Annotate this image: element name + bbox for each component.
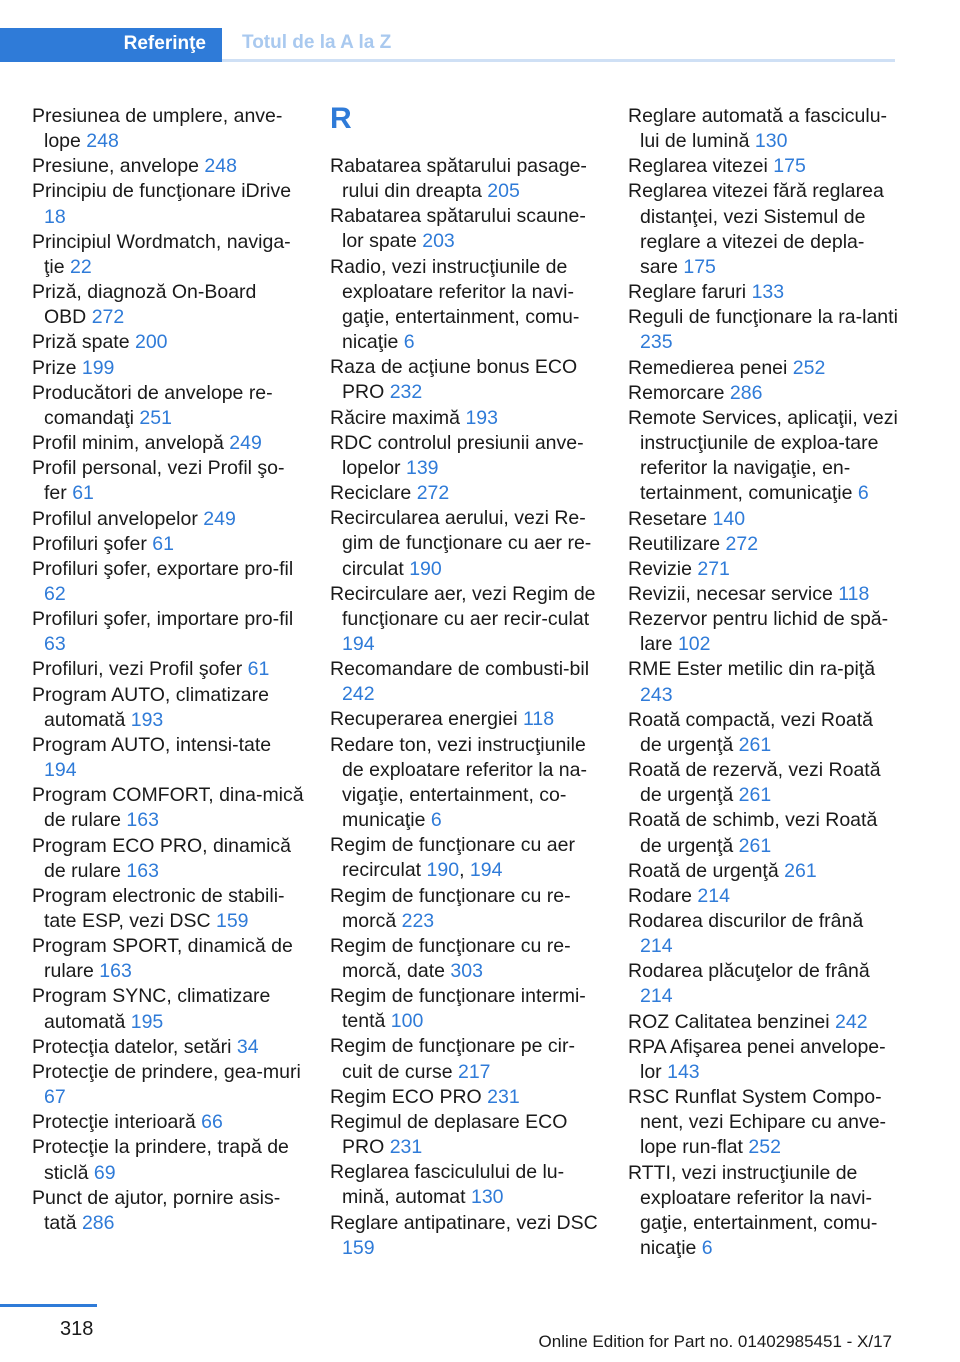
page-reference-link[interactable]: 195 xyxy=(130,1010,164,1033)
page-reference-link[interactable]: 193 xyxy=(130,708,164,731)
page-reference-link[interactable]: 252 xyxy=(792,356,826,379)
index-entry-text: Profil personal, vezi Profil şo-fer xyxy=(32,457,285,505)
index-entry xyxy=(330,984,602,1034)
page-reference-link[interactable]: 18 xyxy=(44,205,66,228)
index-entry xyxy=(628,859,900,884)
page-reference-link[interactable]: 102 xyxy=(677,633,711,656)
index-entry xyxy=(32,532,304,557)
page-reference-link[interactable]: 6 xyxy=(430,809,442,832)
page-reference-link[interactable]: 200 xyxy=(134,331,168,354)
page-reference-link[interactable]: 6 xyxy=(403,331,415,354)
page-reference-link[interactable]: 143 xyxy=(667,1060,700,1083)
index-entry-text: Priză, diagnoză On-Board OBD xyxy=(32,281,257,329)
index-entry xyxy=(628,280,900,305)
index-entry-text: RTTI, vezi instrucţiunile de exploatare referitor la navi-gaţie, entertainment, comu-nicaţie xyxy=(628,1161,878,1260)
page-reference-link[interactable]: 63 xyxy=(44,633,66,656)
index-entry xyxy=(628,381,900,406)
index-entry xyxy=(628,179,900,280)
index-entry xyxy=(628,607,900,657)
index-entry-text: Principiu de funcţionare iDrive xyxy=(32,180,292,203)
page-reference-link[interactable]: 252 xyxy=(748,1136,781,1159)
header-divider xyxy=(222,59,895,62)
index-entry-text: Profilul anvelopelor xyxy=(32,507,204,530)
index-entry-text: Profiluri şofer, importare pro-fil xyxy=(32,608,294,631)
index-entry xyxy=(32,456,304,506)
page-reference-link[interactable]: 61 xyxy=(152,532,174,555)
page-reference-link[interactable]: 272 xyxy=(416,482,450,505)
page-reference-link[interactable]: 303 xyxy=(450,960,483,982)
index-entry-text: Reglarea vitezei fără reglarea distanţei, vezi Sistemul de reglare a vitezei de depla-sare xyxy=(628,180,884,278)
index-entry-text: Protecţie de prindere, gea-muri xyxy=(32,1060,301,1083)
page-reference-link[interactable]: 61 xyxy=(247,658,270,681)
index-entry xyxy=(628,657,900,707)
index-entry xyxy=(330,657,602,707)
page-reference-link[interactable]: 199 xyxy=(81,356,115,379)
index-entry xyxy=(628,154,900,179)
index-entry xyxy=(32,104,304,154)
index-entry xyxy=(628,1161,900,1262)
index-entry xyxy=(628,758,900,808)
index-entry-text: Prize xyxy=(32,356,82,379)
index-entry xyxy=(628,104,900,154)
index-entry-text: Redare ton, vezi instrucţiunile de exploatare referitor la na-vigaţie, entertainment, co-municaţie xyxy=(330,733,587,832)
index-entry xyxy=(32,733,304,783)
index-entry xyxy=(628,1010,900,1035)
page-reference-link[interactable]: 261 xyxy=(738,733,772,756)
page-reference-link[interactable]: 130 xyxy=(754,130,788,153)
index-entry xyxy=(32,1110,304,1135)
index-entry xyxy=(32,431,304,456)
index-entry xyxy=(330,204,602,254)
index-entry xyxy=(628,356,900,381)
index-entry-text: Raza de acţiune bonus ECO PRO xyxy=(330,356,578,404)
page-reference-link[interactable]: 6 xyxy=(857,482,869,505)
index-entry-text: Profiluri, vezi Profil şofer xyxy=(32,658,248,681)
index-entry-text: Recircularea aerului, vezi Re-gim de funcţionare cu aer re-circulat xyxy=(330,507,592,580)
index-entry-text: Remorcare xyxy=(628,381,730,404)
index-entry xyxy=(32,657,304,682)
index-entry xyxy=(628,1035,900,1085)
page-reference-link[interactable]: 118 xyxy=(838,582,870,605)
index-entry-text: Recirculare aer, vezi Regim de funcţionare cu aer recir-culat xyxy=(330,582,596,630)
index-entry-text: Regim de funcţionare pe cir-cuit de curse xyxy=(330,1035,575,1083)
index-entry xyxy=(32,884,304,934)
index-entry xyxy=(628,532,900,557)
index-entry xyxy=(330,1085,602,1110)
index-entry-text: Roată de urgenţă xyxy=(628,859,785,882)
index-entry xyxy=(32,834,304,884)
page-reference-link[interactable]: 232 xyxy=(389,381,423,404)
page-reference-link[interactable]: 163 xyxy=(126,859,159,882)
page-reference-link[interactable]: 194 xyxy=(44,759,77,782)
index-entry-text: Reglarea vitezei xyxy=(628,155,774,178)
index-entry-text: Răcire maximă xyxy=(330,406,466,429)
page-reference-link[interactable]: 231 xyxy=(487,1085,520,1108)
index-entry xyxy=(628,909,900,959)
index-entry xyxy=(628,582,900,607)
index-entry xyxy=(330,582,602,657)
index-entry-text: ROZ Calitatea benzinei xyxy=(628,1010,836,1033)
page-reference-link[interactable]: 214 xyxy=(640,935,673,958)
index-entry xyxy=(628,708,900,758)
section-tab-a-z[interactable]: Totul de la A la Z xyxy=(242,32,392,53)
index-entry xyxy=(330,506,602,581)
index-entry: Regim de funcţionare cu aer recirculat 190, 194 xyxy=(330,834,575,882)
index-entry xyxy=(32,230,304,280)
index-entry xyxy=(32,330,304,355)
page-reference-link[interactable]: 6 xyxy=(701,1237,713,1260)
index-entry xyxy=(32,934,304,984)
page-reference-link[interactable]: 243 xyxy=(640,683,673,706)
page-number: 318 xyxy=(60,1318,94,1340)
index-entry-text: Program electronic de stabili-tate ESP, vezi DSC xyxy=(32,884,285,932)
index-entry-text: Regim de funcţionare cu aer recirculat xyxy=(330,834,575,882)
page-reference-link[interactable]: 194 xyxy=(342,632,375,655)
page-reference-link[interactable]: 231 xyxy=(389,1136,423,1159)
index-entry-text: Program AUTO, climatizare automată xyxy=(32,683,269,731)
index-entry xyxy=(330,1160,602,1210)
index-entry xyxy=(628,1085,900,1160)
index-entry-text: Reglare automată a fasciculu-lui de lumină xyxy=(628,105,888,153)
index-entry-text: Remote Services, aplicaţii, vezi instrucţiunile de exploa-tare referitor la navigaţie, en-tertainment, comunicaţie xyxy=(628,406,898,505)
index-entry xyxy=(330,1034,602,1084)
page-reference-link[interactable]: 261 xyxy=(738,784,772,807)
page-reference-link[interactable]: 214 xyxy=(697,884,730,907)
page-reference-link[interactable]: 251 xyxy=(139,406,172,429)
page-reference-link[interactable]: 272 xyxy=(725,532,759,555)
index-entry-text: Program SPORT, dinamică de rulare xyxy=(32,935,293,983)
index-column-1 xyxy=(32,104,304,1236)
index-entry-text: Profiluri şofer xyxy=(32,532,153,555)
page-reference-link[interactable]: 271 xyxy=(697,557,730,580)
index-entry-text: Regim ECO PRO xyxy=(330,1085,488,1108)
index-entry-text: Remedierea penei xyxy=(628,356,793,379)
page-reference-link[interactable]: 22 xyxy=(70,255,92,278)
index-entry-text: Rabatarea spătarului scaune-lor spate xyxy=(330,205,586,253)
page-reference-link[interactable]: 242 xyxy=(835,1010,868,1033)
index-entry-text: Punct de ajutor, pornire asis-tată xyxy=(32,1186,281,1234)
index-entry-text: Profil minim, anvelopă xyxy=(32,432,230,455)
page-reference-link[interactable]: 190 xyxy=(409,557,442,580)
page-reference-link[interactable]: 130 xyxy=(470,1186,504,1209)
index-entry xyxy=(628,808,900,858)
page-reference-link[interactable]: 194 xyxy=(469,859,503,882)
index-entry-text: Program ECO PRO, dinamică de rulare xyxy=(32,834,291,882)
page-reference-link[interactable]: 190 xyxy=(426,859,460,882)
index-entry-text: Roată de rezervă, vezi Roată de urgenţă xyxy=(628,759,881,807)
index-entry-text: Protecţie la prindere, trapă de sticlă xyxy=(32,1136,289,1184)
page-reference-link[interactable]: 249 xyxy=(203,507,236,530)
index-entry xyxy=(32,1060,304,1110)
page-reference-link[interactable]: 261 xyxy=(738,834,772,857)
index-entry xyxy=(32,154,304,179)
page-reference-link[interactable]: 223 xyxy=(401,909,435,932)
page-reference-link[interactable]: 67 xyxy=(44,1086,66,1109)
index-entry-text: Program SYNC, climatizare automată xyxy=(32,985,271,1033)
index-entry-text: Principiul Wordmatch, naviga-ţie xyxy=(32,230,291,278)
index-entry-text: Radio, vezi instrucţiunile de exploatare referitor la navi-gaţie, entertainment, comu-nicaţie xyxy=(330,255,580,354)
index-entry xyxy=(32,356,304,381)
index-entry xyxy=(32,1186,304,1236)
index-entry-text: Protecţia datelor, setări xyxy=(32,1035,237,1058)
index-entry-text: Roată de schimb, vezi Roată de urgenţă xyxy=(628,809,878,857)
page-reference-link[interactable]: 175 xyxy=(683,255,716,278)
index-entry-text: Reutilizare xyxy=(628,532,726,555)
index-entry xyxy=(330,154,602,204)
page-reference-link[interactable]: 193 xyxy=(465,406,498,429)
index-entry-text: RSC Runflat System Compo-nent, vezi Echipare cu anve-lope run-flat xyxy=(628,1086,887,1159)
index-entry xyxy=(32,607,304,657)
page-reference-link[interactable]: 249 xyxy=(229,432,262,455)
section-tab-referinte[interactable]: Referinţe xyxy=(0,28,222,62)
page-reference-link[interactable]: 286 xyxy=(729,381,763,404)
index-entry-text: Reglare antipatinare, vezi DSC xyxy=(330,1211,598,1234)
index-entry-text: RME Ester metilic din ra-piţă xyxy=(628,658,876,681)
index-entry-text: Program COMFORT, dina-mică de rulare xyxy=(32,784,304,832)
index-entry xyxy=(330,707,602,732)
index-entry xyxy=(628,305,900,355)
page-reference-link[interactable]: 133 xyxy=(751,281,785,304)
index-letter-heading: R xyxy=(330,102,352,135)
page-reference-link[interactable]: 175 xyxy=(773,155,806,178)
index-entry xyxy=(32,179,304,229)
index-entry-text: Presiune, anvelope xyxy=(32,155,205,178)
index-entry xyxy=(628,406,900,507)
page-reference-link[interactable]: 248 xyxy=(86,130,119,153)
index-entry xyxy=(32,507,304,532)
index-entry-text: Recomandare de combusti-bil xyxy=(330,658,590,681)
index-entry-text: Resetare xyxy=(628,507,713,530)
index-entry xyxy=(32,984,304,1034)
index-entry xyxy=(628,507,900,532)
index-entry xyxy=(330,733,602,834)
index-entry-text: Rodarea discurilor de frână xyxy=(628,910,864,932)
index-entry xyxy=(330,481,602,506)
index-entry-text: Rodarea plăcuţelor de frână xyxy=(628,960,870,983)
index-entry-text: Rodare xyxy=(628,884,698,907)
index-entry-text: RDC controlul presiunii anve-lopelor xyxy=(330,431,584,479)
page-reference-link[interactable]: 286 xyxy=(81,1211,115,1234)
page-header xyxy=(0,28,895,62)
index-entry-text: Protecţie interioară xyxy=(32,1111,202,1134)
edition-note: Online Edition for Part no. 01402985451 - X/17 xyxy=(538,1332,892,1351)
index-entry xyxy=(32,557,304,607)
index-entry-text: Regim de funcţionare cu re-morcă, date xyxy=(330,934,571,982)
index-entry-text: Profiluri şofer, exportare pro-fil xyxy=(32,557,294,580)
page-reference-link[interactable]: 140 xyxy=(712,507,746,530)
footer-accent-line xyxy=(0,1304,97,1307)
index-entry-text: Reciclare xyxy=(330,482,417,505)
page-reference-link[interactable]: 69 xyxy=(93,1161,116,1184)
index-entry xyxy=(628,959,900,1009)
page-reference-link[interactable]: 159 xyxy=(215,910,249,932)
page-reference-link[interactable]: 205 xyxy=(487,180,520,203)
page-reference-link[interactable]: 242 xyxy=(342,683,375,706)
page-reference-link[interactable]: 163 xyxy=(126,809,159,832)
index-entry xyxy=(32,280,304,330)
index-entry-text: Reguli de funcţionare la ra-lanti xyxy=(628,306,898,329)
page-reference-link[interactable]: 66 xyxy=(201,1111,223,1134)
index-entry-text: Presiunea de umplere, anve-lope xyxy=(32,105,283,153)
index-entry xyxy=(32,381,304,431)
page-reference-link[interactable]: 139 xyxy=(405,456,439,479)
page-reference-link[interactable]: 34 xyxy=(236,1035,259,1058)
index-entry-text: Regim de funcţionare cu re-morcă xyxy=(330,884,571,932)
index-entry xyxy=(330,431,602,481)
page-reference-link[interactable]: 272 xyxy=(91,306,125,329)
index-entry-text: Reglare faruri xyxy=(628,281,752,304)
index-entry xyxy=(628,884,900,909)
index-entry xyxy=(330,355,602,405)
index-entry-text: Program AUTO, intensi-tate xyxy=(32,733,272,756)
page-reference-link[interactable]: 235 xyxy=(640,331,673,354)
index-entry xyxy=(330,884,602,934)
page-reference-link[interactable]: 248 xyxy=(204,155,237,178)
page-reference-link[interactable]: 159 xyxy=(342,1236,375,1259)
index-entry xyxy=(32,783,304,833)
index-entry xyxy=(330,255,602,356)
page-reference-link[interactable]: 61 xyxy=(72,482,94,505)
index-entry xyxy=(628,557,900,582)
index-entry-text: Regimul de deplasare ECO PRO xyxy=(330,1110,568,1159)
index-entry xyxy=(330,1211,602,1261)
index-entry xyxy=(330,1110,602,1160)
index-entry-text: Rabatarea spătarului pasage-rului din dreapta xyxy=(330,155,587,203)
index-entry xyxy=(330,406,602,431)
index-entry xyxy=(330,934,602,984)
page-reference-link[interactable]: 261 xyxy=(784,859,817,882)
page-reference-link[interactable]: 203 xyxy=(422,230,455,253)
index-entry-text: Reglarea fasciculului de lu-mină, automat xyxy=(330,1161,565,1209)
index-entry-text: Priză spate xyxy=(32,331,135,354)
index-entry-text: Roată compactă, vezi Roată de urgenţă xyxy=(628,708,873,756)
index-column-3 xyxy=(628,104,900,1261)
index-entry xyxy=(32,1035,304,1060)
index-entry-text: Rezervor pentru lichid de spă-lare xyxy=(628,608,889,656)
page-reference-link[interactable]: 100 xyxy=(390,1010,424,1033)
page-reference-link[interactable]: 62 xyxy=(44,582,66,605)
index-entry xyxy=(32,683,304,733)
page-reference-link[interactable]: 217 xyxy=(457,1060,491,1083)
page-reference-link[interactable]: 163 xyxy=(99,960,132,983)
index-entry-text: Recuperarea energiei xyxy=(330,708,523,731)
index-entry-text: RPA Afişarea penei anvelope-lor xyxy=(628,1035,886,1083)
index-entry-text: Regim de funcţionare intermi-tentă xyxy=(330,985,586,1033)
page-reference-link[interactable]: 118 xyxy=(522,708,555,731)
index-entry-text: Producători de anvelope re-comandaţi xyxy=(32,381,273,429)
index-entry xyxy=(32,1135,304,1185)
index-column-2 xyxy=(330,104,602,1261)
page-reference-link[interactable]: 214 xyxy=(640,985,673,1008)
index-entry-text: Revizii, necesar service xyxy=(628,582,839,605)
index-entry-text: Revizie xyxy=(628,557,698,580)
